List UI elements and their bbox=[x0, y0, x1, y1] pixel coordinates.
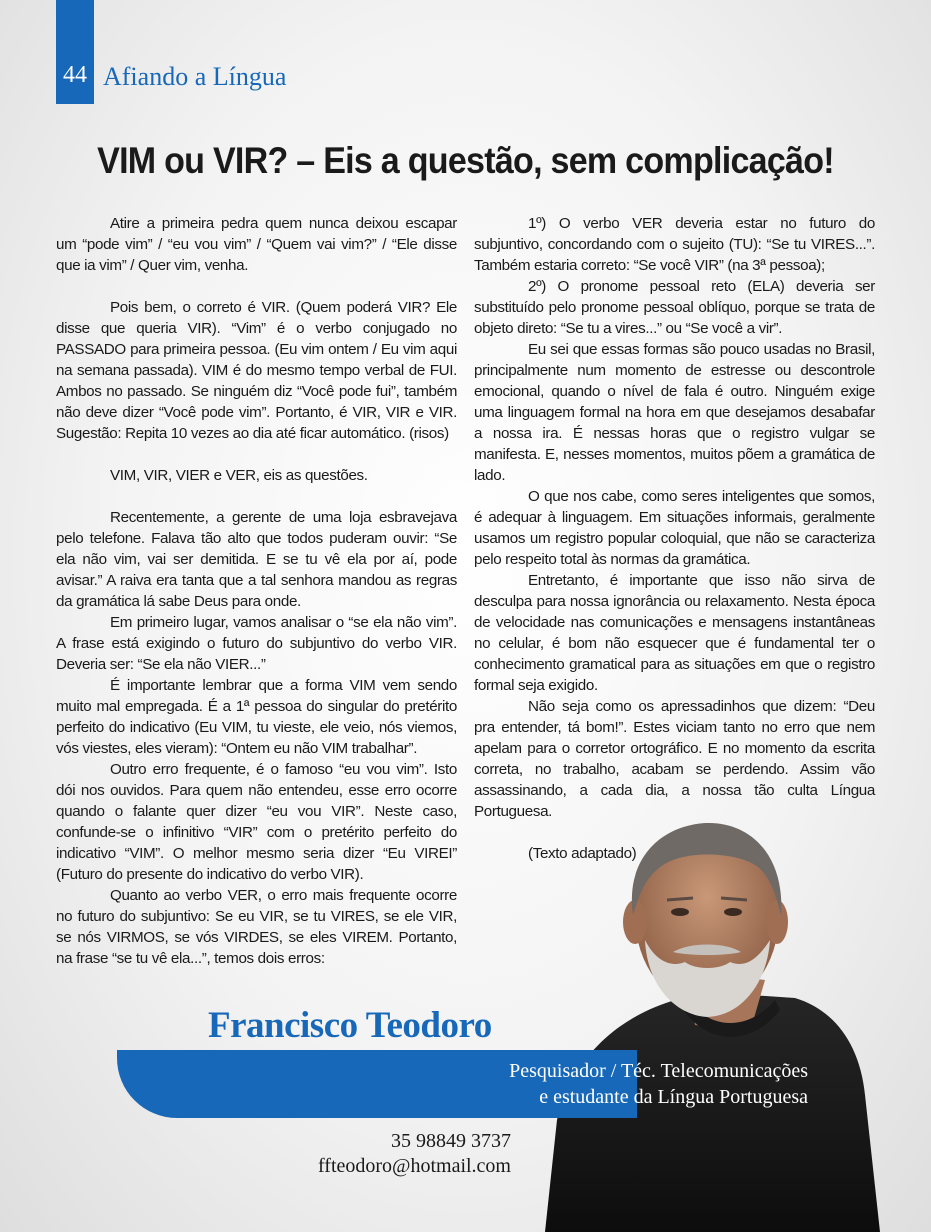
article-title: VIM ou VIR? – Eis a questão, sem complicação! bbox=[97, 140, 834, 181]
paragraph: Não seja como os apressadinhos que dizem: “Deu pra entender, tá bom!”. Estes viciam tanto no erro que nem apelam para o corretor ortográfico. E no momento da escrita correta, no trabalho, acabam se perdendo. Assim vão assassinando, a cada dia, a nossa tão culta Língua Portuguesa. bbox=[474, 698, 875, 820]
paragraph: VIM, VIR, VIER e VER, eis as questões. bbox=[110, 467, 368, 484]
paragraph: Outro erro frequente, é o famoso “eu vou vim”. Isto dói nos ouvidos. Para quem não entendeu, esse erro ocorre quando o falante quer dizer “eu vou VIR”. Neste caso, confunde-se o infinitivo “VIR” com o pretérito perfeito do indicativo “VIM”. O melhor mesmo seria dizer “Eu VIREI” (Futuro do presente do indicativo do verbo VIR). bbox=[56, 761, 457, 883]
author-role-line2: e estudante da Língua Portuguesa bbox=[539, 1086, 808, 1108]
author-phone: 35 98849 3737 bbox=[391, 1130, 511, 1152]
paragraph: 2º) O pronome pessoal reto (ELA) deveria ser substituído pelo pronome pessoal oblíquo, porque se trata de objeto direto: “Se tu a vires...” ou “Se você a vir”. bbox=[474, 278, 875, 337]
paragraph: Pois bem, o correto é VIR. (Quem poderá VIR? Ele disse que queria VIR). “Vim” é o verbo conjugado no PASSADO para primeira pessoa. (Eu vim ontem / Eu vim aqui na semana passada). VIM é do mesmo tempo verbal de FUI. Ambos no passado. Se ninguém diz “Você pode fui”, também não deve dizer “Você pode vim”. Portanto, é VIR, VIR e VIR. Sugestão: Repita 10 vezes ao dia até ficar automático. (risos) bbox=[56, 299, 457, 442]
paragraph: Eu sei que essas formas são pouco usadas no Brasil, principalmente num momento de estresse ou descontrole emocional, quando o nível de fala é outro. Ninguém exige uma linguagem formal na hora em que desejamos desabafar a nossa ira. É nessas horas que o registro vulgar se manifesta. E, nesses momentos, muitos põem a gramática de lado. bbox=[474, 341, 875, 484]
paragraph: Recentemente, a gerente de uma loja esbravejava pelo telefone. Falava tão alto que todos puderam ouvir: “Se ela não vim, vai ser demitida. E se tu vê ela por aí, pode avisar.” A raiva era tanta que a tal senhora mandou as regras da gramática lá sabe Deus para onde. bbox=[56, 509, 457, 610]
paragraph: Atire a primeira pedra quem nunca deixou escapar um “pode vim” / “eu vou vim” / “Quem vai vim?” / “Ele disse que ia vim” / Quer vim, venha. bbox=[56, 215, 457, 274]
paragraph: Em primeiro lugar, vamos analisar o “se ela não vim”. A frase está exigindo o futuro do subjuntivo do verbo VIR. Deveria ser: “Se ela não VIER...” bbox=[56, 614, 457, 673]
source-note: (Texto adaptado) bbox=[528, 845, 637, 862]
article-column-left bbox=[56, 213, 457, 969]
section-title: Afiando a Língua bbox=[103, 62, 287, 91]
paragraph: Entretanto, é importante que isso não sirva de desculpa para nossa ignorância ou relaxamento. Nesta época de velocidade nas comunicações e mensagens instantâneas no celular, é bom não esquecer que é fundamental ter o conhecimento gramatical para as situações em que o registro formal seja exigido. bbox=[474, 572, 875, 694]
paragraph: 1º) O verbo VER deveria estar no futuro do subjuntivo, concordando com o sujeito (TU): “Se tu VIRES...”. Também estaria correto: “Se você VIR” (na 3ª pessoa); bbox=[474, 215, 875, 274]
page-number: 44 bbox=[63, 62, 87, 88]
paragraph: O que nos cabe, como seres inteligentes que somos, é adequar à linguagem. Em situações informais, geralmente usamos um registro popular coloquial, que não se caracteriza pelo respeito total às normas da gramática. bbox=[474, 488, 875, 568]
author-name: Francisco Teodoro bbox=[208, 1005, 492, 1046]
paragraph: Quanto ao verbo VER, o erro mais frequente ocorre no futuro do subjuntivo: Se eu VIR, se tu VIRES, se ele VIR, se nós VIRMOS, se vós VIRDES, se eles VIREM. Portanto, na frase “se tu vê ela...”, temos dois erros: bbox=[56, 887, 457, 967]
author-role-line1: Pesquisador / Téc. Telecomunicações bbox=[509, 1060, 808, 1082]
article-column-right bbox=[474, 213, 875, 864]
author-portrait bbox=[545, 820, 931, 1232]
author-email: ffteodoro@hotmail.com bbox=[317, 1155, 511, 1177]
paragraph: É importante lembrar que a forma VIM vem sendo muito mal empregada. É a 1ª pessoa do singular do pretérito perfeito do indicativo (Eu VIM, tu vieste, ele veio, nós viemos, vós viestes, eles vieram): “Ontem eu não VIM trabalhar”. bbox=[56, 677, 457, 757]
